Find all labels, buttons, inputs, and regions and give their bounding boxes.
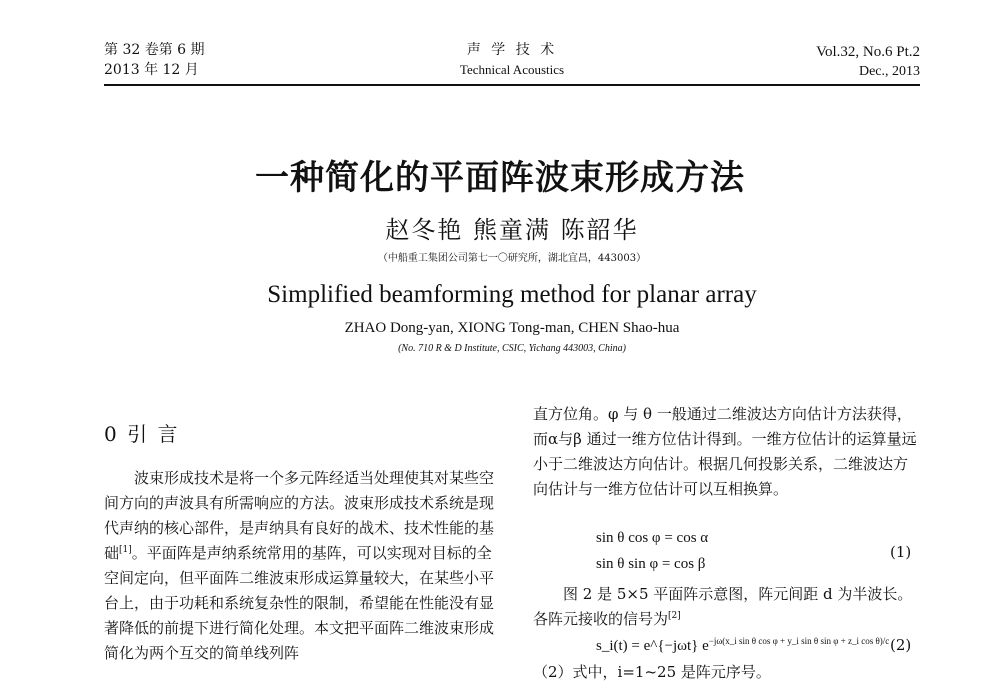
- equation-2-number: (2): [890, 636, 912, 654]
- right-column: [533, 402, 921, 502]
- right-paragraph-3-text: （2）式中，i=1~25 是阵元序号。: [533, 663, 771, 681]
- right-paragraph-2-text: 图 2 是 5×5 平面阵示意图，阵元间距 d 为半波长。各阵元接收的信号为: [533, 585, 913, 628]
- equation-2-main: s_i(t) = e^{−jωt} e: [596, 638, 709, 654]
- intro-text-part1: 波束形成技术是将一个多元阵经适当处理使其对某些空间方向的声波具有所需响应的方法。波束形成技术系统是现代声纳的核心部件，是声纳具有良好的战术、技术性能的基础: [104, 469, 495, 562]
- header-rule: [104, 84, 920, 86]
- equation-1-line-2: sin θ sin φ = cos β: [596, 556, 706, 572]
- journal-name-en: Technical Acoustics: [459, 62, 565, 77]
- equation-1-number: (1): [890, 543, 912, 561]
- citation-2[interactable]: [2]: [668, 611, 681, 621]
- journal-date: 2013 年 12 月: [104, 62, 199, 78]
- equation-2: [596, 636, 889, 655]
- journal-name-cn: 声 学 技 术: [466, 42, 558, 58]
- left-column: [104, 466, 496, 666]
- section-heading-introduction: 0 引 言: [104, 422, 180, 446]
- paper-authors-cn: 赵冬艳 熊童满 陈韶华: [385, 216, 639, 244]
- equation-2-exponent: −jω(x_i sin θ cos φ + y_i sin θ sin φ + z_i cos θ)/c: [708, 636, 890, 646]
- intro-paragraph: [104, 466, 496, 666]
- paper-affiliation-cn: （中船重工集团公司第七一〇研究所，湖北宜昌，443003）: [377, 253, 647, 264]
- right-paragraph-1: 直方位角。φ 与 θ 一般通过二维波达方向估计方法获得，而α与β 通过一维方位估计得到。一维方位估计的运算量远小于二维波达方向估计。根据几何投影关系，二维波达方向估计与一维方位估计可以互相换算。: [533, 405, 917, 498]
- journal-volume-en: Vol.32, No.6 Pt.2: [816, 44, 920, 60]
- paper-title-cn: 一种简化的平面阵波束形成方法: [255, 158, 745, 198]
- intro-text-part2: 。平面阵是声纳系统常用的基阵，可以实现对目标的全空间定向，但平面阵二维波束形成运算量较大，在某些小平台上，由于功耗和系统复杂性的限制，希望能在性能没有显著降低的前提下进行简化处理。本文把平面阵二维波束形成简化为两个互交的简单线列阵: [104, 544, 495, 662]
- paper-affiliation-en: (No. 710 R & D Institute, CSIC, Yichang 443003, China): [398, 343, 626, 354]
- citation-1[interactable]: [1]: [119, 545, 132, 555]
- paper-title-en: Simplified beamforming method for planar array: [267, 281, 757, 308]
- equation-1-line-1: sin θ cos φ = cos α: [596, 530, 709, 546]
- journal-date-en: Dec., 2013: [858, 64, 920, 79]
- right-paragraph-3: [533, 660, 921, 685]
- right-paragraph-2: [533, 582, 921, 632]
- paper-authors-en: ZHAO Dong-yan, XIONG Tong-man, CHEN Shao-hua: [344, 320, 680, 336]
- journal-volume-issue: 第 32 卷第 6 期: [104, 42, 205, 58]
